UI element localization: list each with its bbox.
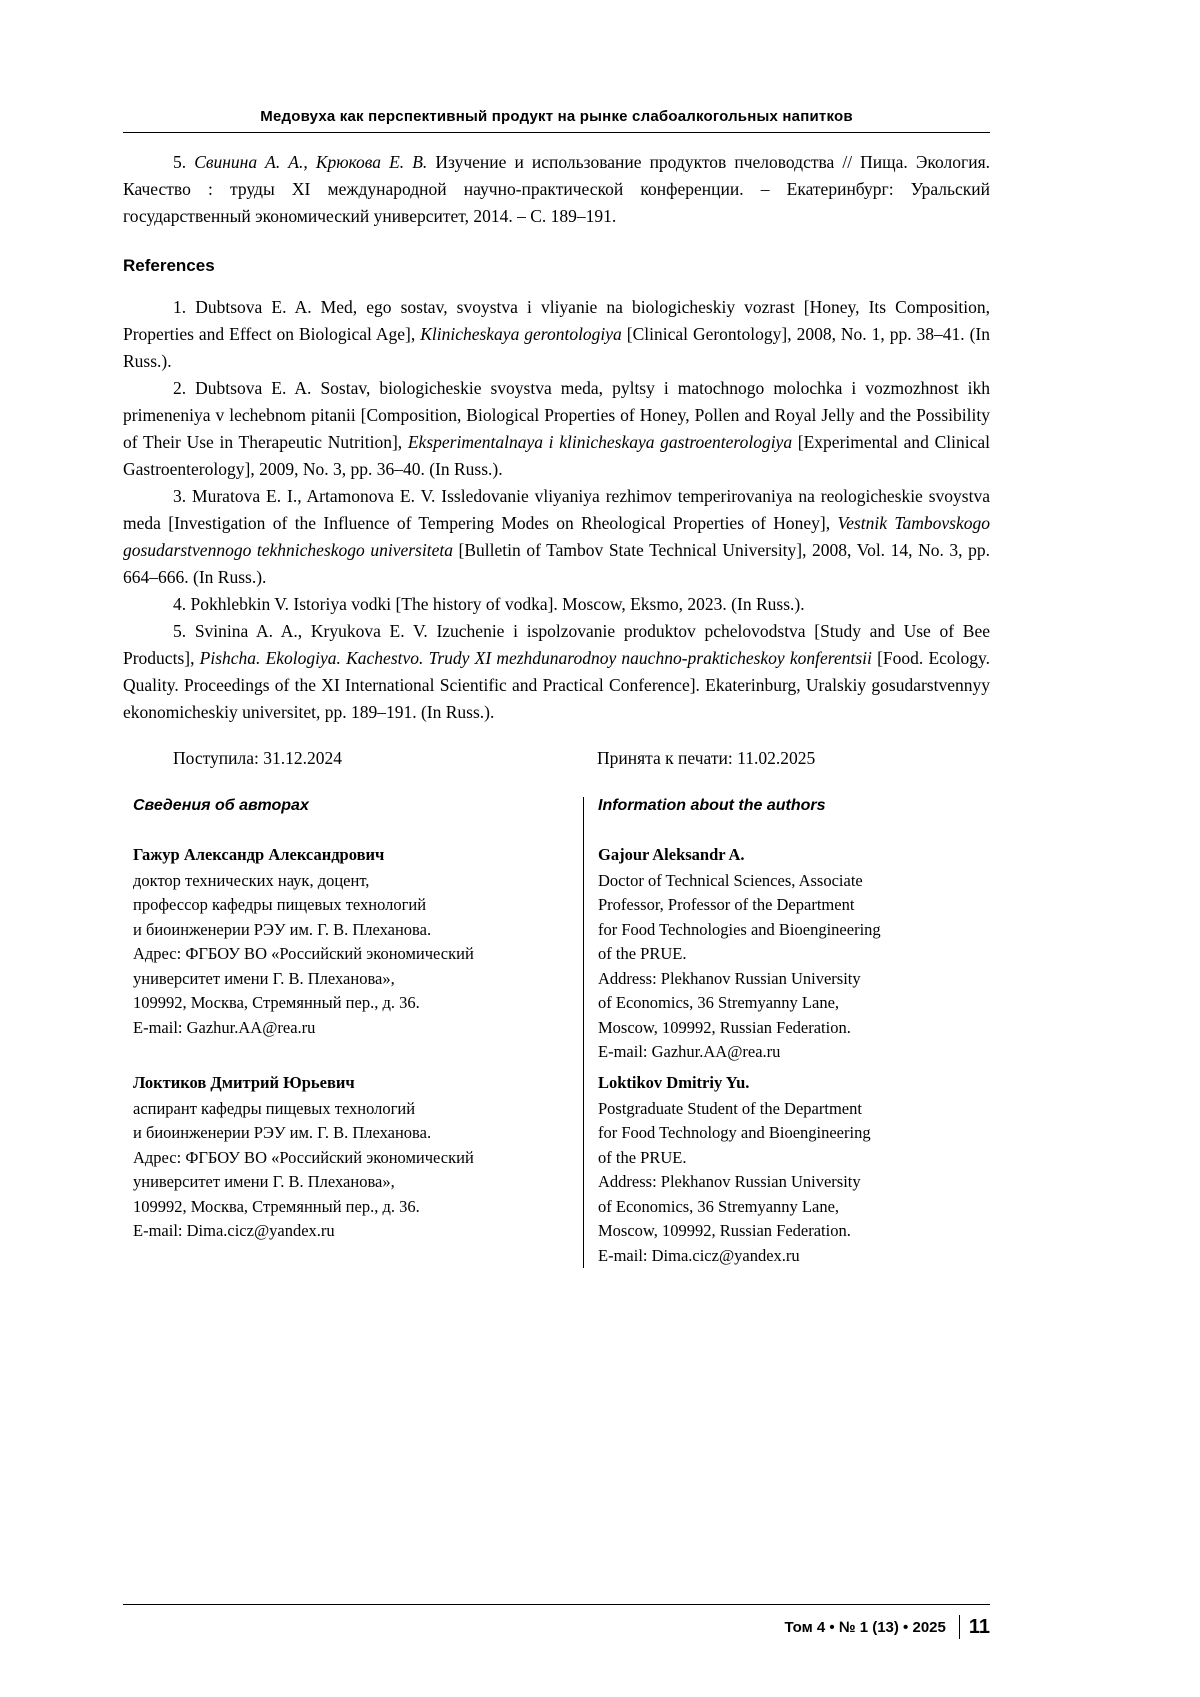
author-block-ru-2	[133, 1071, 557, 1244]
reference-item-3: 3. Muratova E. I., Artamonova E. V. Issledovanie vliyaniya rezhimov temperirovaniya na reologicheskie svoystva meda [Investigation of the Influence of Tempering Modes on Rheological Properties of Honey], Vestnik Tambovskogo gosudarstvennogo tekhnicheskogo universiteta [Bulletin of Tambov State Technical University], 2008, Vol. 14, No. 3, pp. 664–666. (In Russ.).	[123, 486, 990, 587]
references-heading: References	[123, 256, 215, 275]
author-block-en-1	[598, 843, 990, 1071]
authors-column-en	[584, 797, 990, 1268]
authors-heading-en: Information about the authors	[598, 797, 826, 814]
authors-heading-ru: Сведения об авторах	[133, 797, 309, 814]
author-block-en-2	[598, 1071, 990, 1268]
footer-rule	[123, 1604, 990, 1605]
running-title: Медовуха как перспективный продукт на рынке слабоалкогольных напитков	[260, 108, 853, 125]
reference-item-5: 5. Svinina A. A., Kryukova E. V. Izuchenie i ispolzovanie produktov pchelovodstva [Study and Use of Bee Products], Pishcha. Ekologiya. Kachestvo. Trudy XI mezhdunarodnoy nauchno-prakticheskoy konferentsii [Food. Ecology. Quality. Proceedings of the XI International Scientific and Practical Conference]. Ekaterinburg, Uralskiy gosudarstvennyy ekonomicheskiy universitet, pp. 189–191. (In Russ.).	[123, 621, 991, 722]
page-footer	[123, 1604, 990, 1639]
footer-line	[123, 1615, 990, 1639]
author-name: Гажур Александр Александрович	[133, 845, 385, 864]
author-name: Gajour Aleksandr A.	[598, 845, 745, 864]
author-details: Postgraduate Student of the Department for Food Technology and Bioengineering of the PRUE. Address: Plekhanov Russian University of Economics, 36 Stremyanny Lane, Moscow, 109992, Russian Federation. E-mail: Dima.cicz@yandex.ru	[598, 1098, 871, 1265]
references-list	[123, 294, 990, 726]
received-date: Поступила: 31.12.2024	[173, 748, 342, 768]
russian-reference-5: 5. Свинина А. А., Крюкова Е. В. Изучение и использование продуктов пчеловодства // Пища. Экология. Качество : труды XI международной научно-практической конференции. – Екатеринбург: Уральский государственный экономический университет, 2014. – С. 189–191.	[123, 152, 990, 226]
authors-section	[123, 797, 990, 1268]
authors-column-ru	[123, 797, 583, 1268]
reference-item-4: 4. Pokhlebkin V. Istoriya vodki [The history of vodka]. Moscow, Eksmo, 2023. (In Russ.).	[173, 594, 805, 614]
author-details: доктор технических наук, доцент, профессор кафедры пищевых технологий и биоинженерии РЭУ им. Г. В. Плеханова. Адрес: ФГБОУ ВО «Российский экономический университет имени Г. В. Плеханова», 109992, Москва, Стремянный пер., д. 36. E-mail: Gazhur.AA@rea.ru	[133, 870, 474, 1037]
author-block-ru-1	[133, 843, 557, 1071]
author-name: Loktikov Dmitriy Yu.	[598, 1073, 750, 1092]
footer-divider	[959, 1615, 960, 1639]
author-details: Doctor of Technical Sciences, Associate Professor, Professor of the Department for Food Technologies and Bioengineering of the PRUE. Address: Plekhanov Russian University of Economics, 36 Stremyanny Lane, Moscow, 109992, Russian Federation. E-mail: Gazhur.AA@rea.ru	[598, 870, 881, 1061]
author-details: аспирант кафедры пищевых технологий и биоинженерии РЭУ им. Г. В. Плеханова. Адрес: ФГБОУ ВО «Российский экономический университет имени Г. В. Плеханова», 109992, Москва, Стремянный пер., д. 36. E-mail: Dima.cicz@yandex.ru	[133, 1098, 474, 1240]
footer-issue: Том 4 • № 1 (13) • 2025	[784, 1618, 946, 1636]
author-name: Локтиков Дмитрий Юрьевич	[133, 1073, 355, 1092]
dates-row	[123, 748, 990, 769]
reference-item-2: 2. Dubtsova E. A. Sostav, biologicheskie svoystva meda, pyltsy i matochnogo molochka i vozmozhnost ikh primeneniya v lechebnom pitanii [Composition, Biological Properties of Honey, Pollen and Royal Jelly and the Possibility of Their Use in Therapeutic Nutrition], Eksperimentalnaya i klinicheskaya gastroenterologiya [Experimental and Clinical Gastroenterology], 2009, No. 3, pp. 36–40. (In Russ.).	[123, 378, 990, 479]
page-number: 11	[968, 1615, 990, 1638]
accepted-date: Принята к печати: 11.02.2025	[597, 748, 816, 768]
page-body	[123, 133, 990, 1268]
reference-item-1: 1. Dubtsova E. A. Med, ego sostav, svoystva i vliyanie na biologicheskiy vozrast [Honey, Its Composition, Properties and Effect on Biological Age], Klinicheskaya gerontologiya [Clinical Gerontology], 2008, No. 1, pp. 38–41. (In Russ.).	[123, 297, 991, 371]
page-header	[123, 108, 990, 133]
